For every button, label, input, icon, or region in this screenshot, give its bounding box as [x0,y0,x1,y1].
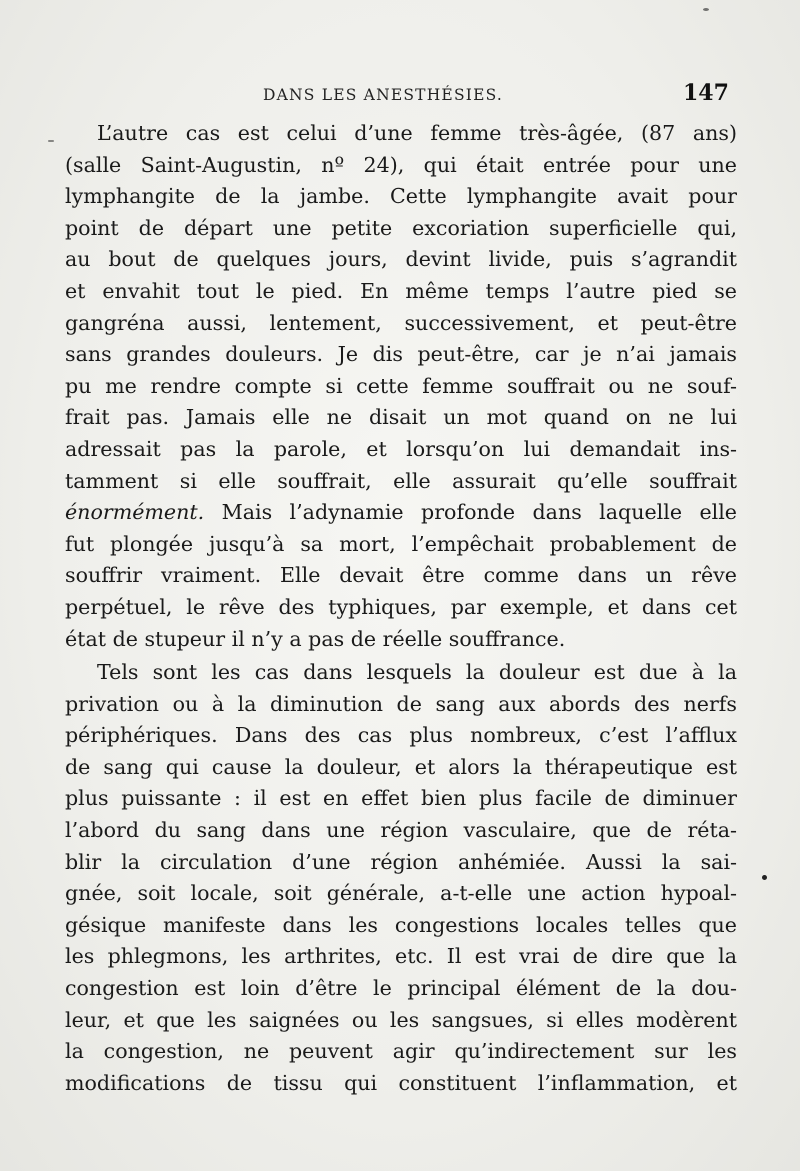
text-line: gnée, soit locale, soit générale, a-t-elle une action hypoal- [65,881,737,906]
text-line: leur, et que les saignées ou les sangsues, si elles modèrent [65,1007,737,1032]
text-line: tamment si elle souffrait, elle assurait qu’elle souffrait [65,468,737,493]
paragraph-2 [65,657,737,1099]
text-line: au bout de quelques jours, devint livide, puis s’agrandit [65,247,737,272]
text-line: l’abord du sang dans une région vasculaire, que de réta- [65,818,737,843]
text-line: frait pas. Jamais elle ne disait un mot quand on ne lui [65,405,737,430]
text-line: la congestion, ne peuvent agir qu’indirectement sur les [65,1039,737,1064]
text-line: état de stupeur il n’y a pas de réelle souffrance. [65,626,566,651]
body-text [65,118,737,1099]
text-line-with-italic [65,497,737,529]
text-line: pu me rendre compte si cette femme souffrait ou ne souf- [65,373,737,398]
text-line: congestion est loin d’être le principal élément de la dou- [65,976,737,1001]
text-line: privation ou à la diminution de sang aux abords des nerfs [65,691,737,716]
paragraph-1 [65,118,737,655]
text-line: de sang qui cause la douleur, et alors la thérapeutique est [65,754,737,779]
text-line: blir la circulation d’une région anhémiée. Aussi la sai- [65,849,737,874]
text-line: fut plongée jusqu’à sa mort, l’empêchait probablement de [65,531,737,556]
text-line-rest: Mais l’adynamie profonde dans laquelle elle [221,500,737,525]
text-line: et envahit tout le pied. En même temps l’autre pied se [65,278,737,303]
ink-speck [48,140,54,142]
text-line: plus puissante : il est en effet bien plus facile de diminuer [65,786,737,811]
ink-speck [703,8,709,11]
text-line: Tels sont les cas dans lesquels la douleur est due à la [97,660,737,685]
italic-emphasis: énormément. [65,500,205,525]
page-number: 147 [683,80,729,106]
ink-speck [762,875,767,880]
running-head: DANS LES ANESTHÉSIES. [263,86,503,104]
text-line: gésique manifeste dans les congestions locales telles que [65,912,737,937]
text-line: perpétuel, le rêve des typhiques, par exemple, et dans cet [65,594,737,619]
text-line: (salle Saint-Augustin, nº 24), qui était entrée pour une [65,152,737,177]
text-line: sans grandes douleurs. Je dis peut-être, car je n’ai jamais [65,342,737,367]
text-line: lymphangite de la jambe. Cette lymphangite avait pour [65,184,737,209]
text-line: périphériques. Dans des cas plus nombreux, c’est l’afflux [65,723,737,748]
text-line: L’autre cas est celui d’une femme très-âgée, (87 ans) [97,121,737,145]
text-line: souffrir vraiment. Elle devait être comme dans un rêve [65,563,737,588]
text-line: gangréna aussi, lentement, successivement, et peut-être [65,310,737,335]
text-line: les phlegmons, les arthrites, etc. Il est vrai de dire que la [65,944,737,969]
text-line: point de départ une petite excoriation superficielle qui, [65,215,737,240]
text-line: modifications de tissu qui constituent l’inflammation, et [65,1070,737,1095]
text-line: adressait pas la parole, et lorsqu’on lui demandait ins- [65,436,737,461]
